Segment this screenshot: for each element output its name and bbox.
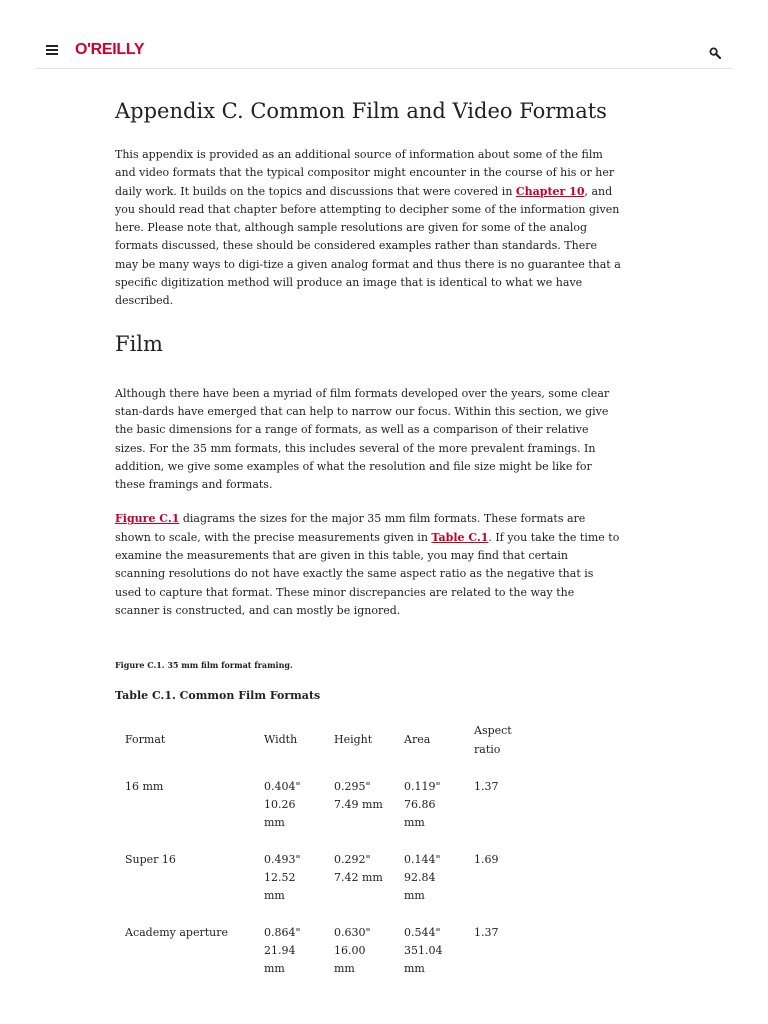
figure-caption: Figure C.1. 35 mm film format framing. <box>115 660 293 671</box>
film-paragraph-2-after: . If you take the time to examine the measurements that are given in this table, you may find that certain scanning resolutions do not have exactly the same aspect ratio as the negative that is used to capture that format. These minor discrepancies are related to the way the scanner is constructed, and can mostly be ignored. <box>115 530 620 617</box>
film-paragraph-1: Although there have been a myriad of film formats developed over the years, some clear stan-dards have emerged that can help to narrow our focus. Within this section, we give the basic dimensions for a range of formats, as well as a comparison of their relative sizes. For the 35 mm formats, this includes several of the more prevalent framings. In addition, we give some examples of what the resolution and file size might be like for these framings and formats. <box>115 386 610 492</box>
width-mm: 12.52 mm <box>264 871 296 903</box>
column-header-height: Height <box>334 733 373 747</box>
table-caption: Table C.1. Common Film Formats <box>115 689 321 703</box>
cell-height <box>324 924 394 997</box>
intro-text-before: This appendix is provided as an additional source of information about some of the film and video formats that the typical compositor might encounter in the course of his or her daily work. It builds on the topics and discussions that were covered in <box>115 148 615 198</box>
article-content <box>115 96 621 997</box>
figure-c1-link[interactable]: Figure C.1 <box>115 512 180 526</box>
table-row <box>115 924 534 997</box>
table-c1-link[interactable]: Table C.1 <box>431 530 489 544</box>
column-header-format: Format <box>125 733 166 747</box>
cell-area <box>394 924 464 997</box>
table-header-row <box>115 722 534 778</box>
section-title-film: Film <box>115 331 163 356</box>
cell-aspect-ratio: 1.37 <box>474 925 499 939</box>
width-inches: 0.404" <box>264 779 301 793</box>
intro-text-after: , and you should read that chapter before attempting to decipher some of the information given here. Please note that, although sample resolutions are given for some of the analog formats discussed, these should be considered examples rather than standards. There may be many ways to digi-tize a given analog format and thus there is no guarantee that a specific digitization method will produce an image that is identical to what we have described. <box>115 184 621 308</box>
cell-area <box>394 778 464 851</box>
cell-aspect-ratio: 1.69 <box>474 852 499 866</box>
cell-aspect-ratio: 1.37 <box>474 779 499 793</box>
area-inches: 0.144" <box>404 852 441 866</box>
height-inches: 0.630" <box>334 925 371 939</box>
width-mm: 10.26 mm <box>264 798 296 830</box>
area-mm: 92.84 mm <box>404 871 436 903</box>
intro-paragraph <box>115 146 621 311</box>
cell-width <box>254 778 324 851</box>
search-icon[interactable] <box>709 44 721 56</box>
film-paragraph-2 <box>115 510 621 620</box>
column-header-aspect-ratio: Aspect ratio <box>474 724 512 756</box>
width-inches: 0.864" <box>264 925 301 939</box>
cell-width <box>254 924 324 997</box>
area-inches: 0.119" <box>404 779 441 793</box>
cell-format: Super 16 <box>125 852 176 866</box>
top-navigation-bar <box>37 30 731 69</box>
width-mm: 21.94 mm <box>264 943 296 976</box>
column-header-area: Area <box>404 733 431 747</box>
height-mm: 7.49 mm <box>334 798 383 812</box>
height-mm: 7.42 mm <box>334 871 383 885</box>
height-inches: 0.295" <box>334 779 371 793</box>
height-mm: 16.00 mm <box>334 943 366 976</box>
area-mm: 76.86 mm <box>404 798 436 830</box>
cell-height <box>324 851 394 924</box>
film-formats-table <box>115 722 534 996</box>
page-title: Appendix C. Common Film and Video Formats <box>115 99 607 123</box>
width-inches: 0.493" <box>264 852 301 866</box>
area-inches: 0.544" <box>404 925 441 939</box>
hamburger-menu-icon[interactable] <box>46 45 58 55</box>
column-header-width: Width <box>264 733 298 747</box>
height-inches: 0.292" <box>334 852 371 866</box>
cell-height <box>324 778 394 851</box>
film-paragraph-2-middle: diagrams the sizes for the major 35 mm film formats. These formats are shown to scale, with the precise measurements given in <box>115 512 586 544</box>
table-row <box>115 851 534 924</box>
cell-area <box>394 851 464 924</box>
cell-format: Academy aperture <box>125 925 228 939</box>
cell-format: 16 mm <box>125 779 164 793</box>
table-row <box>115 778 534 851</box>
area-mm: 351.04 mm <box>404 943 443 976</box>
oreilly-logo[interactable]: O'REILLY <box>75 41 145 58</box>
chapter-10-link[interactable]: Chapter 10 <box>515 184 585 198</box>
cell-width <box>254 851 324 924</box>
